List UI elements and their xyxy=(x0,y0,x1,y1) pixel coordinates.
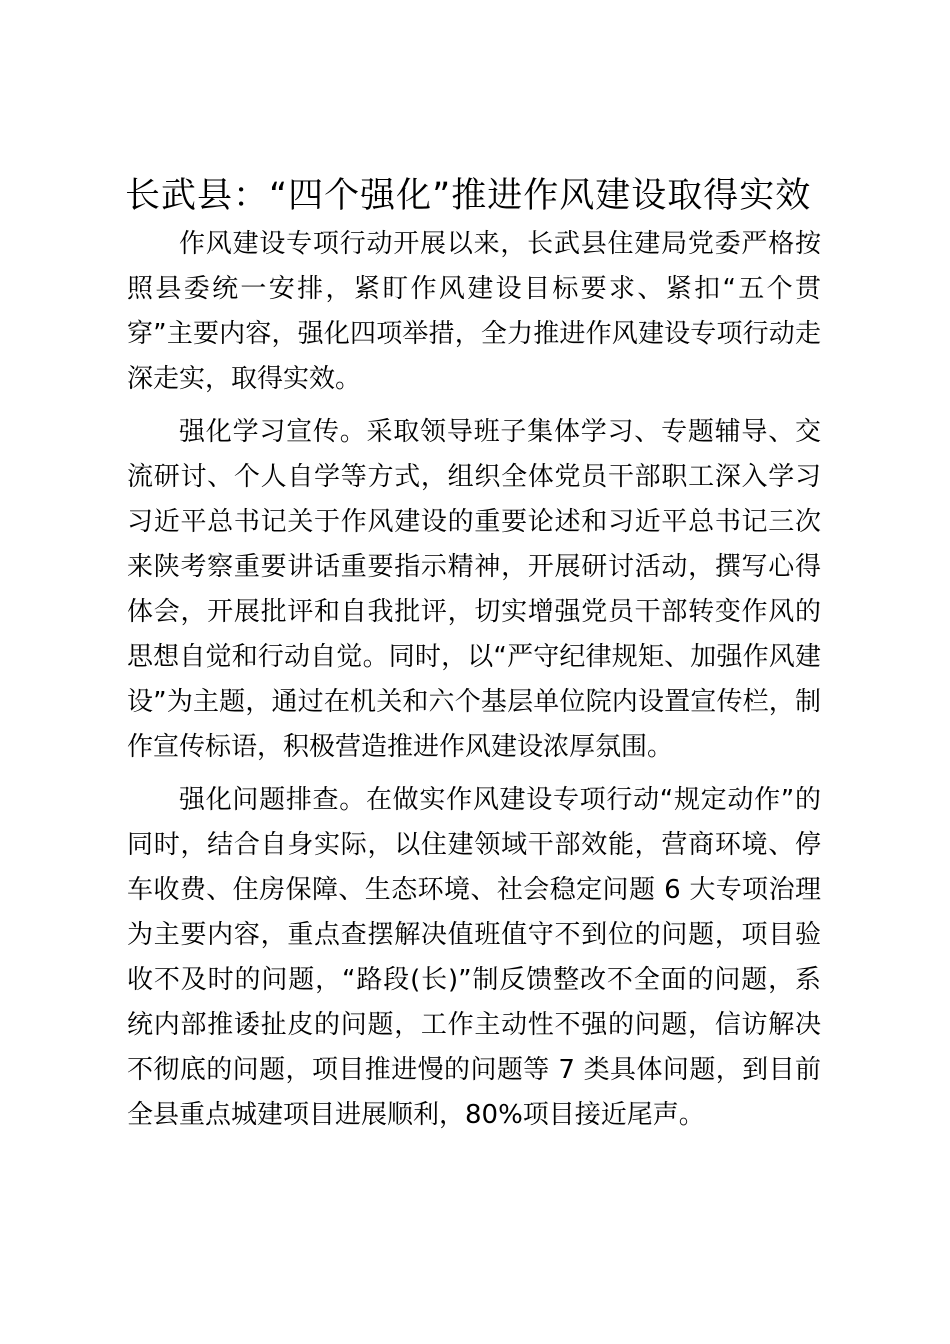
paragraph-study-promotion: 强化学习宣传。采取领导班子集体学习、专题辅导、交流研讨、个人自学等方式，组织全体党员干部职工深入学习习近平总书记关于作风建设的重要论述和习近平总书记三次来陕考察重要讲话重要指示精神，开展研讨活动，撰写心得体会，开展批评和自我批评，切实增强党员干部转变作风的思想自觉和行动自觉。同时，以“严守纪律规矩、加强作风建设”为主题，通过在机关和六个基层单位院内设置宣传栏，制作宣传标语，积极营造推进作风建设浓厚氛围。 xyxy=(127,417,821,762)
document-body xyxy=(127,222,821,1146)
document-title: 长武县：“四个强化”推进作风建设取得实效 xyxy=(125,176,812,216)
paragraph-problem-investigation: 强化问题排查。在做实作风建设专项行动“规定动作”的同时，结合自身实际，以住建领域干部效能，营商环境、停车收费、住房保障、生态环境、社会稳定问题 6 大专项治理为主要内容，重点查摆解决值班值守不到位的问题，项目验收不及时的问题，“路段(长)”制反馈整改不全面的问题，系统内部推诿扯皮的问题，工作主动性不强的问题，信访解决不彻底的问题，项目推进慢的问题等 7 类具体问题，到目前全县重点城建项目进展顺利，80%项目接近尾声。 xyxy=(127,785,821,1130)
paragraph-intro: 作风建设专项行动开展以来，长武县住建局党委严格按照县委统一安排，紧盯作风建设目标要求、紧扣“五个贯穿”主要内容，强化四项举措，全力推进作风建设专项行动走深走实，取得实效。 xyxy=(127,229,821,394)
